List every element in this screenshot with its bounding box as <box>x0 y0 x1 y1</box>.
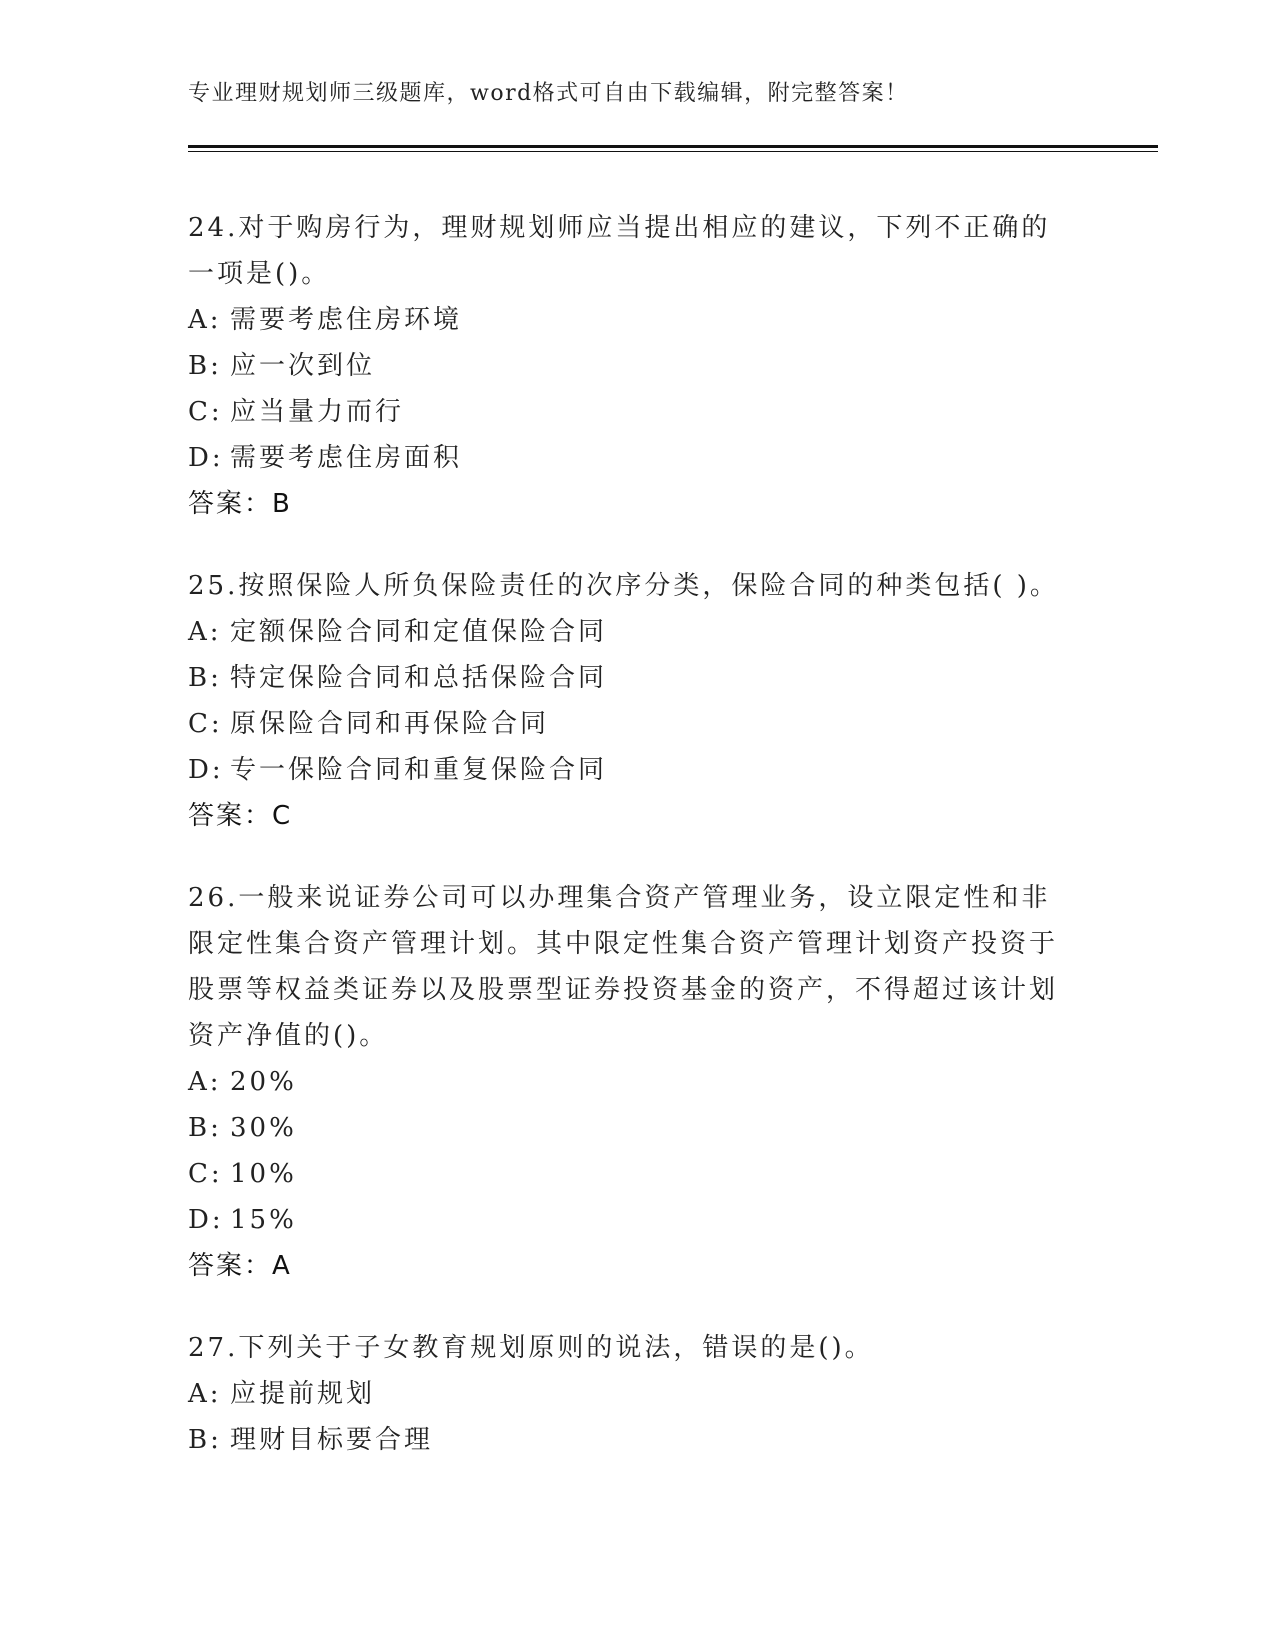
option-c <box>188 701 1068 747</box>
answer-line: 答案：A <box>188 1251 292 1281</box>
option-text: 特定保险合同和总括保险合同 <box>230 663 608 693</box>
option-key: A: <box>188 1379 222 1409</box>
option-text: 15% <box>230 1205 297 1235</box>
question-stem: 26.一般来说证券公司可以办理集合资产管理业务，设立限定性和非限定性集合资产管理计划。其中限定性集合资产管理计划资产投资于股票等权益类证券以及股票型证券投资基金的资产，不得超过该计划资产净值的()。 <box>188 883 1059 1051</box>
option-text: 20% <box>230 1067 297 1097</box>
question-stem: 25.按照保险人所负保险责任的次序分类，保险合同的种类包括( )。 <box>188 571 1059 601</box>
option-b <box>188 1417 1068 1463</box>
option-b <box>188 655 1068 701</box>
option-text: 专一保险合同和重复保险合同 <box>230 755 608 785</box>
option-text: 30% <box>230 1113 297 1143</box>
option-d <box>188 1197 1068 1243</box>
option-c <box>188 389 1068 435</box>
page-header: 专业理财规划师三级题库，word格式可自由下载编辑，附完整答案！ <box>188 81 909 106</box>
option-text: 应一次到位 <box>230 351 376 381</box>
option-key: A: <box>188 617 222 647</box>
option-b <box>188 1105 1068 1151</box>
option-key: D: <box>188 443 224 473</box>
option-key: D: <box>188 1205 224 1235</box>
answer-line: 答案：C <box>188 801 293 831</box>
option-key: A: <box>188 1067 222 1097</box>
question-26 <box>188 875 1068 1289</box>
option-a <box>188 297 1068 343</box>
option-b <box>188 343 1068 389</box>
option-text: 原保险合同和再保险合同 <box>230 709 550 739</box>
header-divider-thin <box>188 151 1158 152</box>
question-25 <box>188 563 1068 839</box>
option-key: C: <box>188 397 223 427</box>
question-24 <box>188 205 1068 527</box>
question-list <box>188 205 1068 1499</box>
option-a <box>188 609 1068 655</box>
option-text: 应当量力而行 <box>230 397 405 427</box>
option-text: 定额保险合同和定值保险合同 <box>230 617 608 647</box>
option-key: B: <box>188 663 222 693</box>
option-a <box>188 1059 1068 1105</box>
option-a <box>188 1371 1068 1417</box>
option-key: D: <box>188 755 224 785</box>
option-key: C: <box>188 709 223 739</box>
option-c <box>188 1151 1068 1197</box>
option-key: C: <box>188 1159 223 1189</box>
option-text: 应提前规划 <box>230 1379 376 1409</box>
question-stem: 27.下列关于子女教育规划原则的说法，错误的是()。 <box>188 1333 874 1363</box>
option-text: 需要考虑住房面积 <box>230 443 463 473</box>
header-divider-thick <box>188 145 1158 148</box>
option-key: B: <box>188 351 222 381</box>
answer-line: 答案：B <box>188 489 292 519</box>
option-text: 10% <box>230 1159 297 1189</box>
option-key: B: <box>188 1425 222 1455</box>
question-27 <box>188 1325 1068 1463</box>
option-d <box>188 747 1068 793</box>
option-text: 理财目标要合理 <box>230 1425 434 1455</box>
option-text: 需要考虑住房环境 <box>230 305 463 335</box>
option-d <box>188 435 1068 481</box>
question-stem: 24.对于购房行为，理财规划师应当提出相应的建议，下列不正确的一项是()。 <box>188 213 1051 289</box>
option-key: B: <box>188 1113 222 1143</box>
option-key: A: <box>188 305 222 335</box>
